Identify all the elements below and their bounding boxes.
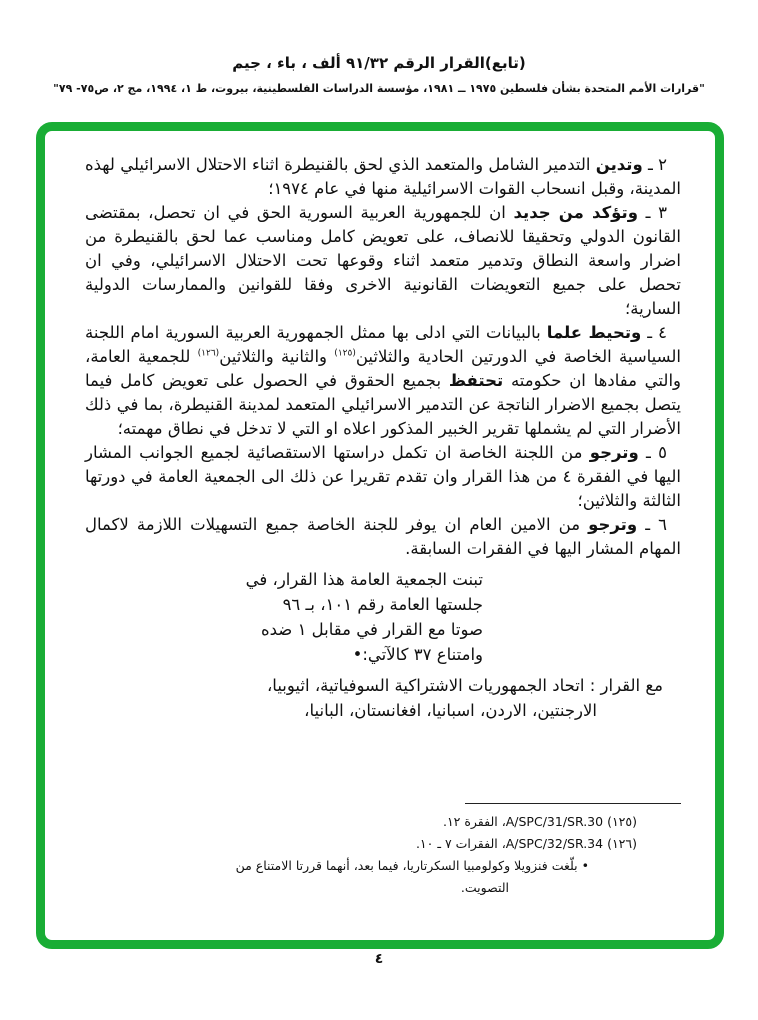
text-run: بجميع الحقوق في الحصول على تعويض كامل فيما يتصل بجميع الاضرار الناتجة عن التدمير الاسرائيلي المتعمد لمدينة القنيطرة، بما في ذلك الأضرار التي لم يشملها تقرير الخبير المذكور اعلاه او التي لا تدخل في نطاق مهمته؛: [85, 371, 681, 438]
resolution-title: (تابع)القرار الرقم ٩١/٣٢ ألف ، باء ، جيم: [232, 54, 526, 72]
text-line: التصويت.: [460, 880, 509, 895]
text-line: جلستها العامة رقم ١٠١، بـ ٩٦: [282, 595, 483, 614]
page-number: ٤: [374, 951, 384, 967]
content-frame: [36, 122, 724, 949]
footnote-126: [85, 833, 681, 855]
text-line: • بلّغت فنزويلا وكولومبيا السكرتاريا، فيما بعد، أنهما قررتا الامتناع من: [235, 858, 589, 873]
text-run: للجمعية العامة، والتي مفادها ان حكومته: [85, 347, 681, 390]
text-run: (١٢٥): [603, 814, 637, 829]
text-run: والثانية والثلاثين: [219, 347, 335, 366]
footnote-125: [85, 811, 681, 833]
operative-paragraph-4: [85, 321, 681, 441]
vote-record: [85, 673, 663, 723]
text-run: وتحيط علما: [546, 323, 642, 342]
text-run: وترجو: [589, 443, 639, 462]
content-frame-inner: [45, 131, 715, 940]
text-run: من الامين العام ان يوفر للجنة الخاصة جميع التسهيلات اللازمة لاكمال المهام المشار اليها في الفقرات السابقة.: [85, 515, 681, 558]
text-run: تحتفظ: [448, 371, 504, 390]
text-run: ان للجمهورية العربية السورية الحق في ان تحصل، بمقتضى القانون الدولي وتحقيقا للانصاف، على تعويض كامل ومناسب عما لحق بالقنيطرة من اضرار واسعة النطاق وتدمير متعمد اثناء وقوعها تحت الاحتلال الاسرائيلي، وفي ان تحصل على جميع التعويضات القانونية الاخرى وفقا للقوانين والممارسات الدولية السارية؛: [85, 203, 681, 318]
text-run: من اللجنة الخاصة ان تكمل دراستها الاستقصائية لجميع الجوانب المشار اليها في الفقرة ٤ من هذا القرار وان تقدم تقريرا عن ذلك الى الجمعية العامة في دورتها الثالثة والثلاثين؛: [85, 443, 681, 510]
text-run: ، الفقرات ٧ ـ ١٠.: [415, 836, 506, 851]
text-run: ، الفقرة ١٢.: [442, 814, 506, 829]
adoption-statement: [45, 567, 483, 667]
resolution-body: [45, 131, 715, 561]
text-run: (١٢٦): [603, 836, 637, 851]
operative-paragraph-3: [85, 201, 681, 321]
text-run: ٤ ـ: [641, 323, 667, 342]
text-run: ٦ ـ: [637, 515, 668, 534]
text-run: وتدين: [595, 155, 643, 174]
text-run: بالبيانات التي ادلى بها ممثل الجمهورية العربية السورية امام اللجنة السياسية الخاصة في الدورتين الحادية والثلاثين: [85, 323, 681, 366]
document-header: [0, 54, 758, 95]
text-run: ٥ ـ: [638, 443, 668, 462]
text-run: وترجو: [588, 515, 638, 534]
source-citation: "قرارات الأمم المتحدة بشأن فلسطين ١٩٧٥ ــ ١٩٨١، مؤسسة الدراسات الفلسطينية، بيروت، ط ١، ١٩٩٤، مج ٢، ص٧٥- ٧٩": [53, 82, 705, 95]
text-run: ٢ ـ: [642, 155, 667, 174]
text-run: التدمير الشامل والمتعمد الذي لحق بالقنيطرة اثناء الاحتلال الاسرائيلي لهذه المدينة، وقبل انسحاب القوات الاسرائيلية منها في عام ١٩٧٤؛: [85, 155, 681, 198]
text-line: الارجنتين، الاردن، اسبانيا، افغانستان، البانيا،: [304, 701, 597, 720]
footnote-divider: [465, 803, 681, 804]
text-run: A/SPC/32/SR.34: [505, 836, 604, 851]
operative-paragraph-5: [85, 441, 681, 513]
text-line: صوتا مع القرار في مقابل ١ ضده: [261, 620, 483, 639]
text-run: ٣ ـ: [637, 203, 668, 222]
footnotes-section: [85, 803, 681, 899]
operative-paragraph-2: [85, 153, 681, 201]
text-run: (١٢٥): [334, 348, 356, 359]
text-line: وامتناع ٣٧ كالآتي:•: [352, 645, 483, 664]
text-run: وتؤكد من جديد: [513, 203, 638, 222]
text-line: مع القرار : اتحاد الجمهوريات الاشتراكية السوفياتية، اثيوبيا،: [266, 676, 663, 695]
text-line: تبنت الجمعية العامة هذا القرار، في: [245, 570, 483, 589]
text-run: A/SPC/31/SR.30: [505, 814, 604, 829]
text-run: (١٢٦): [197, 348, 220, 359]
operative-paragraph-6: [85, 513, 681, 561]
footnote-bullet: [85, 855, 681, 899]
